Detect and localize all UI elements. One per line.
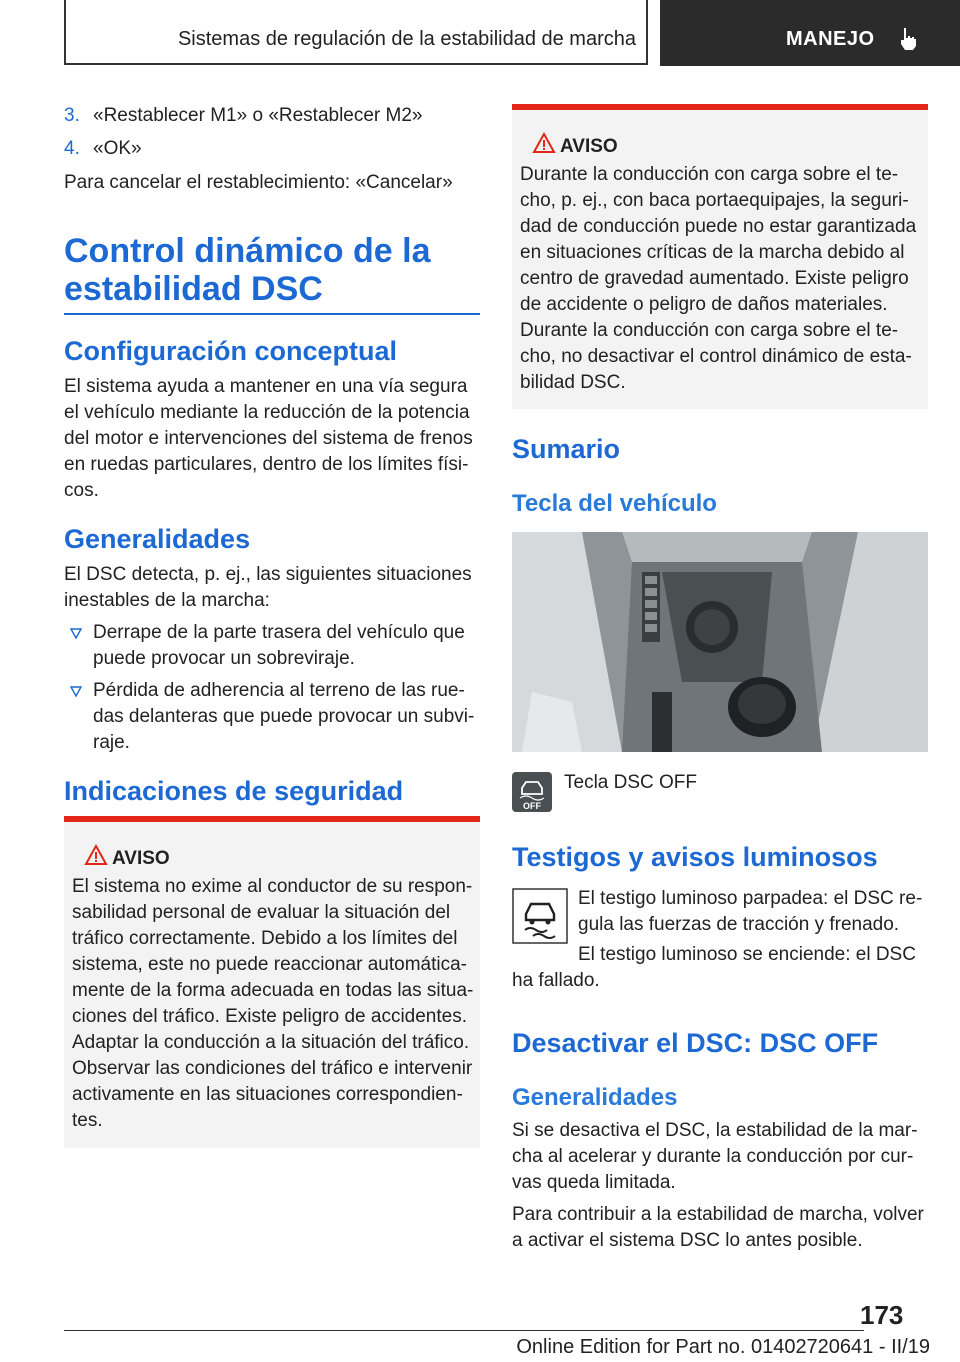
- chapter-title: Sistemas de regulación de la estabilidad de marcha: [177, 28, 636, 50]
- warning-text: [520, 162, 926, 396]
- general-line: Si se desactiva el DSC, la estabilidad de la mar-: [512, 1120, 918, 1141]
- warning-title: AVISO: [560, 136, 618, 157]
- concept-line: cos.: [64, 480, 99, 501]
- warning-line: Durante la conducción con carga sobre el te-: [520, 320, 899, 341]
- safety-heading: Indicaciones de seguridad: [64, 776, 404, 806]
- concept-line: el vehículo mediante la reducción de la potencia: [64, 402, 470, 423]
- general-line: inestables de la marcha:: [64, 590, 270, 611]
- page-number: 173: [860, 1300, 904, 1330]
- warning-line: mente de la forma adecuada en todas las situa-: [72, 980, 474, 1001]
- warning-line: sabilidad personal de evaluar la situación del: [72, 902, 451, 923]
- step-4: [64, 136, 142, 162]
- testigos-heading: Testigos y avisos luminosos: [512, 842, 878, 872]
- step-3-number: 3.: [64, 105, 80, 126]
- center-console-photo: [512, 532, 928, 752]
- dsc-key-label: Tecla DSC OFF: [564, 772, 698, 793]
- warning-line: cho, no desactivar el control dinámico de esta-: [520, 346, 912, 367]
- dsc-off-icon-label: OFF: [523, 801, 541, 811]
- general-line: vas queda limitada.: [512, 1172, 676, 1193]
- testigo-line: El testigo luminoso parpadea: el DSC re-: [578, 888, 923, 909]
- bullet-line: Pérdida de adherencia al terreno de las rue-: [93, 680, 465, 701]
- bullet-triangle-icon: [70, 686, 82, 698]
- tecla-heading: Tecla del vehículo: [512, 490, 717, 517]
- footer-rule: [64, 1330, 864, 1331]
- warning-line: cho, p. ej., con baca portaequipajes, la seguri-: [520, 190, 909, 211]
- testigo-line: gula las fuerzas de tracción y frenado.: [578, 914, 900, 935]
- testigo-text: [578, 886, 922, 938]
- concept-paragraph: [64, 374, 473, 504]
- general-heading: Generalidades: [64, 524, 251, 554]
- warning-line: dad de conducción puede no estar garantizada: [520, 216, 917, 237]
- general-line: cha al acelerar y durante la conducción por cur-: [512, 1146, 914, 1167]
- dsc-off-button-icon: [512, 772, 552, 812]
- general-heading-right: Generalidades: [512, 1084, 678, 1111]
- bullet-line: raje.: [93, 732, 130, 753]
- header-underline: [64, 63, 648, 65]
- concept-heading: Configuración conceptual: [64, 336, 398, 366]
- warning-bar: [64, 816, 480, 822]
- heading-rule: [64, 313, 480, 315]
- concept-line: El sistema ayuda a mantener en una vía segura: [64, 376, 468, 397]
- testigo-line: ha fallado.: [512, 970, 600, 991]
- step-3: [64, 103, 423, 129]
- bullet-item: [64, 620, 480, 672]
- main-heading-line2: estabilidad DSC: [64, 270, 323, 308]
- warning-line: El sistema no exime al conductor de su respon-: [72, 876, 473, 897]
- section-tab-label: MANEJO: [786, 28, 875, 50]
- contribuir-paragraph: [512, 1202, 924, 1254]
- contribuir-line: Para contribuir a la estabilidad de marcha, volver: [512, 1204, 924, 1225]
- bullet-line: Derrape de la parte trasera del vehículo que: [93, 622, 465, 643]
- testigo-line: El testigo luminoso se enciende: el DSC: [578, 944, 916, 965]
- contribuir-line: a activar el sistema DSC lo antes posible.: [512, 1230, 863, 1251]
- warning-line: de accidente o peligro de daños materiales.: [520, 294, 888, 315]
- header-divider-right: [646, 0, 648, 64]
- general-paragraph-right: [512, 1118, 918, 1196]
- general-line: El DSC detecta, p. ej., las siguientes situaciones: [64, 564, 472, 585]
- sumario-heading: Sumario: [512, 434, 621, 464]
- concept-line: del motor e intervenciones del sistema de frenos: [64, 428, 473, 449]
- main-heading-line1: Control dinámico de la: [64, 232, 431, 270]
- step-4-number: 4.: [64, 138, 80, 159]
- bullet-item: [64, 678, 480, 756]
- warning-line: en situaciones críticas de la marcha debido al: [520, 242, 905, 263]
- dsc-warning-lamp-icon: [512, 888, 568, 944]
- bullet-triangle-icon: [70, 628, 82, 640]
- warning-line: tes.: [72, 1110, 103, 1131]
- concept-line: en ruedas particulares, dentro de los límites físi-: [64, 454, 469, 475]
- step-4-text: «OK»: [93, 138, 142, 159]
- bullet-line: das delanteras que puede provocar un subvi-: [93, 706, 475, 727]
- warning-line: bilidad DSC.: [520, 372, 626, 393]
- warning-triangle-icon: [532, 132, 556, 154]
- bullet-line: puede provocar un sobreviraje.: [93, 648, 355, 669]
- warning-line: ciones del tráfico. Existe peligro de accidentes.: [72, 1006, 467, 1027]
- warning-line: Observar las condiciones del tráfico e intervenir: [72, 1058, 473, 1079]
- warning-triangle-icon: [84, 844, 108, 866]
- warning-line: sistema, este no puede reaccionar automática-: [72, 954, 467, 975]
- warning-line: Durante la conducción con carga sobre el te-: [520, 164, 899, 185]
- warning-line: Adaptar la conducción a la situación del tráfico.: [72, 1032, 470, 1053]
- cancel-paragraph: Para cancelar el restablecimiento: «Cancelar»: [64, 172, 453, 193]
- warning-line: tráfico correctamente. Debido a los límites del: [72, 928, 458, 949]
- warning-title: AVISO: [112, 848, 170, 869]
- step-3-text: «Restablecer M1» o «Restablecer M2»: [93, 105, 423, 126]
- warning-text: [72, 874, 478, 1134]
- warning-box: [512, 104, 928, 409]
- desactivar-heading: Desactivar el DSC: DSC OFF: [512, 1028, 879, 1058]
- general-paragraph: [64, 562, 472, 614]
- hand-pointer-icon: [896, 26, 922, 52]
- warning-line: activamente en las situaciones correspondien-: [72, 1084, 463, 1105]
- edition-text: Online Edition for Part no. 01402720641 - II/19: [516, 1336, 930, 1358]
- warning-bar: [512, 104, 928, 110]
- warning-box: [64, 816, 480, 1148]
- warning-line: centro de gravedad aumentado. Existe peligro: [520, 268, 909, 289]
